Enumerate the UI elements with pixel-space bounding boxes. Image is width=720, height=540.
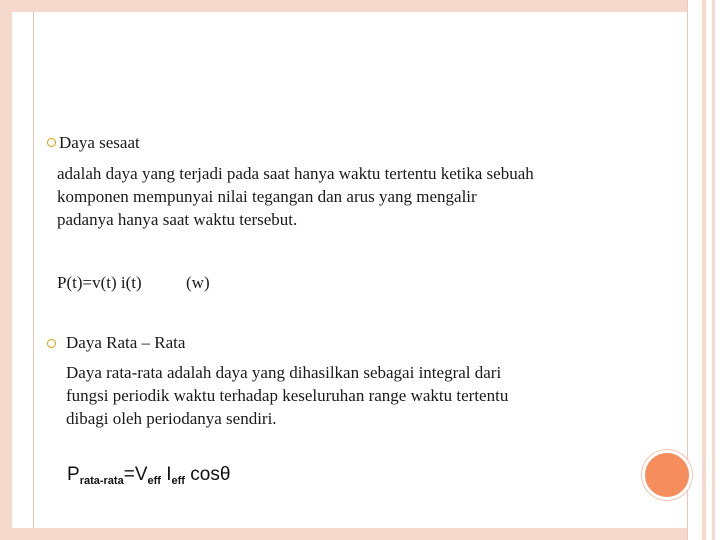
frame-right-stripe-2 [712, 0, 715, 540]
section1-formula: P(t)=v(t) i(t) [57, 273, 142, 292]
section1-heading: Daya sesaat [59, 133, 140, 152]
frame-inner-line [33, 12, 34, 528]
section1-line: adalah daya yang terjadi pada saat hanya waktu tertentu ketika sebuah [57, 164, 534, 183]
bullet-icon [47, 339, 56, 348]
section2-line: Daya rata-rata adalah daya yang dihasilkan sebagai integral dari [66, 363, 502, 382]
formula-i-subscript: eff [171, 475, 185, 487]
accent-circle [642, 450, 692, 500]
formula-equals-v: =V [123, 464, 148, 485]
section2-heading: Daya Rata – Rata [66, 333, 186, 352]
section2-paragraph [66, 361, 611, 430]
section1-paragraph [57, 162, 611, 231]
section1-line: padanya hanya saat waktu tersebut. [57, 210, 298, 229]
formula-i: I [160, 464, 172, 485]
formula-p-subscript: rata-rata [79, 475, 124, 487]
formula-v-subscript: eff [147, 475, 161, 487]
frame-right-stripe [702, 0, 706, 540]
average-power-formula [67, 464, 230, 487]
section1-line: komponen mempunyai nilai tegangan dan arus yang mengalir [57, 187, 477, 206]
section2-line: dibagi oleh periodanya sendiri. [66, 409, 277, 428]
section2-line: fungsi periodik waktu terhadap keseluruhan range waktu tertentu [66, 386, 509, 405]
section1-unit: (w) [186, 273, 210, 292]
bullet-icon [47, 138, 56, 147]
formula-cos: cosθ [184, 464, 231, 485]
formula-p: P [67, 464, 80, 485]
